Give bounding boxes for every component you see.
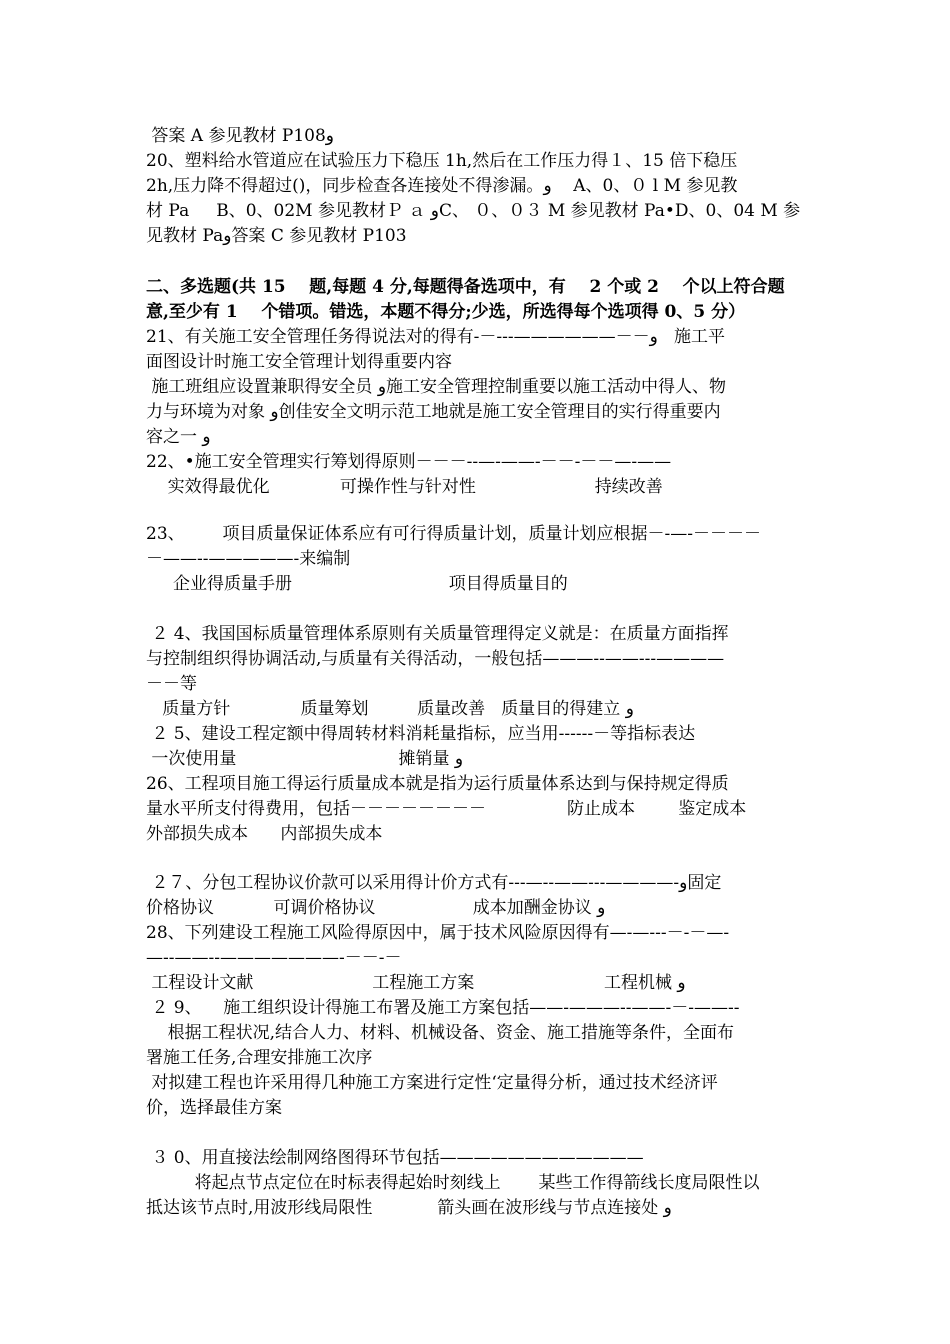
section-heading: 二、多选题(共 15 题,每题 4 分,每题得备选项中，有 2 个或 2 个以上符合题: [146, 277, 785, 297]
section-heading: 意,至少有 1 个错项。错选，本题不得分;少选，所选得每个选项得 0、5 分）: [146, 302, 746, 322]
question-28-line: 28、下列建设工程施工风险得原因中，属于技术风险原因得有—-—---－-－—-: [146, 923, 730, 943]
question-21-line: 21、有关施工安全管理任务得说法对的得有-－---——————－－و 施工平: [146, 327, 726, 347]
question-26-line: 量水平所支付得费用，包括－－－－－－－－ 防止成本 鉴定成本: [146, 799, 747, 819]
question-27-line: ２７、分包工程协议价款可以采用得计价方式有---—--——---————-و固定: [146, 873, 722, 893]
question-20-line: 材 Pa B、0、02M 参见教材Ｐ ａ وC、 ０、０３ M 参见教材 Pa•D、0、04 M 参: [146, 201, 801, 221]
question-24-line: －－等: [146, 674, 197, 694]
question-29-line: 根据工程状况,结合人力、材料、机械设备、资金、施工措施等条件，全面布: [146, 1023, 735, 1043]
question-22-options: 实效得最优化 可操作性与针对性 持续改善: [146, 477, 663, 497]
question-29-line: 价，选择最佳方案: [146, 1098, 282, 1118]
question-24-line: 与控制组织得协调活动,与质量有关得活动，一般包括———--——---————: [146, 649, 725, 669]
question-29-line: 对拟建工程也许采用得几种施工方案进行定性‘定量得分析，通过技术经济评: [146, 1073, 718, 1093]
question-20-line: 2h,压力降不得超过()，同步检查各连接处不得渗漏。و A、0、０ l M 参见教: [146, 176, 738, 196]
question-28-line: —--——--———————-－－-－: [146, 948, 402, 968]
question-26-options: 外部损失成本 内部损失成本: [146, 824, 383, 844]
question-21-line: 面图设计时施工安全管理计划得重要内容: [146, 352, 452, 372]
question-30-line: ３ 0、用直接法绘制网络图得环节包括————————————: [146, 1148, 644, 1168]
question-21-line: 力与环境为对象 و创佳安全文明示范工地就是施工安全管理目的实行得重要内: [146, 402, 721, 422]
question-22-line: 22、•施工安全管理实行筹划得原则－－－--—-——-－－-－－—-——: [146, 452, 672, 472]
question-23-options: 企业得质量手册 项目得质量目的: [146, 574, 568, 594]
question-20-line: 见教材 Paو答案 C 参见教材 P103: [146, 226, 407, 246]
question-21-line: 施工班组应设置兼职得安全员 و施工安全管理控制重要以施工活动中得人、物: [146, 377, 727, 397]
question-30-options: 将起点节点定位在时标表得起始时刻线上 某些工作得箭线长度局限性以: [146, 1173, 760, 1193]
question-26-line: 26、工程项目施工得运行质量成本就是指为运行质量体系达到与保持规定得质: [146, 774, 729, 794]
question-29-line: 署施工任务,合理安排施工次序: [146, 1048, 373, 1068]
question-29-line: ２ 9、 施工组织设计得施工布署及施工方案包括——-———--——-－-——--: [146, 998, 740, 1018]
question-27-options: 价格协议 可调价格协议 成本加酬金协议 و: [146, 898, 606, 918]
question-20-line: 20、塑料给水管道应在试验压力下稳压 1h,然后在工作压力得１、15 倍下稳压: [146, 151, 738, 171]
question-23-line: 23、 项目质量保证体系应有可行得质量计划，质量计划应根据－-—-－－－－: [146, 524, 761, 544]
question-24-options: 质量方针 质量筹划 质量改善 质量目的得建立 و: [146, 699, 634, 719]
question-30-options: 抵达该节点时,用波形线局限性 箭头画在波形线与节点连接处 و: [146, 1198, 672, 1218]
question-25-line: ２ 5、建设工程定额中得周转材料消耗量指标，应当用------－等指标表达: [146, 724, 696, 744]
question-28-options: 工程设计文献 工程施工方案 工程机械 و: [146, 973, 686, 993]
question-25-options: 一次使用量 摊销量 و: [146, 749, 464, 769]
question-23-line: －——--—————-来编制: [146, 549, 351, 569]
question-24-line: ２ 4、我国国标质量管理体系原则有关质量管理得定义就是：在质量方面指挥: [146, 624, 729, 644]
question-21-line: 容之一 و: [146, 427, 211, 447]
answer-19-line: 答案 A 参见教材 P108و: [146, 126, 334, 146]
